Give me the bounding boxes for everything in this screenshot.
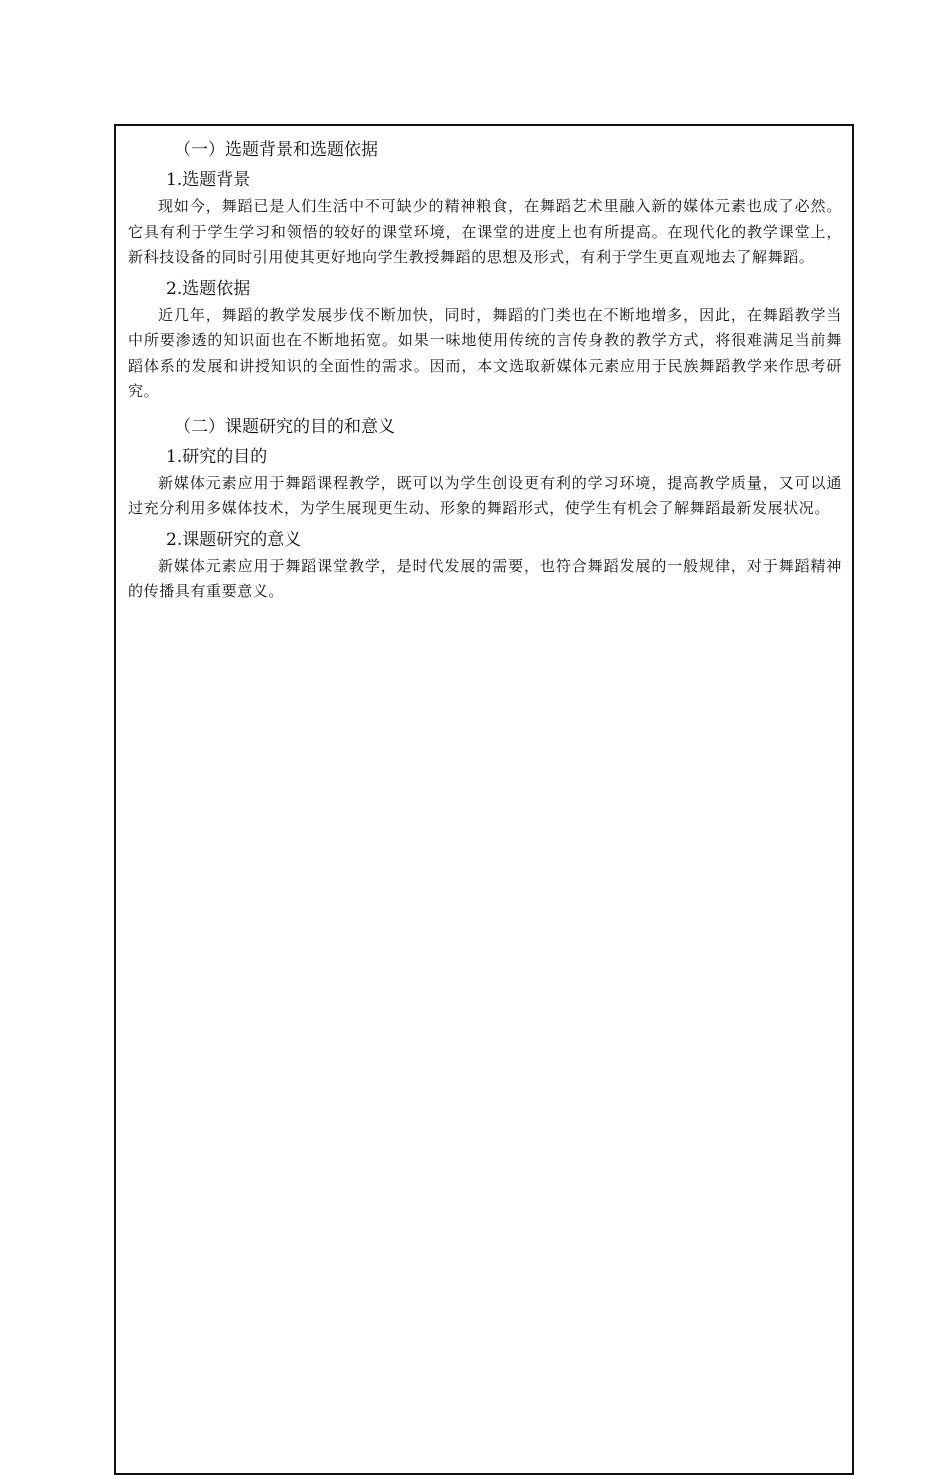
paragraph-purpose: 新媒体元素应用于舞蹈课程教学，既可以为学生创设更有利的学习环境，提高教学质量，又可以通过充分利用多媒体技术，为学生展现更生动、形象的舞蹈形式，使学生有机会了解舞蹈最新发展状况。 [128,473,842,517]
document-body [128,136,842,609]
paragraph-background: 现如今，舞蹈已是人们生活中不可缺少的精神粮食，在舞蹈艺术里融入新的媒体元素也成了必然。它具有利于学生学习和领悟的较好的课堂环境，在课堂的进度上也有所提高。在现代化的教学课堂上，新科技设备的同时引用使其更好地向学生教授舞蹈的思想及形式，有利于学生更直观地去了解舞蹈。 [128,197,842,266]
subsection-heading-significance: 2.课题研究的意义 [166,529,302,550]
subsection-heading-purpose: 1.研究的目的 [166,446,268,467]
subsection-heading-background: 1.选题背景 [166,170,251,190]
section-heading-purpose-significance: （二）课题研究的目的和意义 [174,416,395,437]
paragraph-basis: 近几年，舞蹈的教学发展步伐不断加快，同时，舞蹈的门类也在不断地增多，因此，在舞蹈教学当中所要渗透的知识面也在不断地拓宽。如果一味地使用传统的言传身教的教学方式，将很难满足当前舞蹈体系的发展和讲授知识的全面性的需求。因而，本文选取新媒体元素应用于民族舞蹈教学来作思考研究。 [128,305,842,400]
section-heading-background: （一）选题背景和选题依据 [174,140,378,160]
subsection-heading-basis: 2.选题依据 [166,278,251,299]
form-table-cell [114,124,854,1475]
paragraph-significance: 新媒体元素应用于舞蹈课堂教学，是时代发展的需要，也符合舞蹈发展的一般规律，对于舞蹈精神的传播具有重要意义。 [128,556,842,600]
